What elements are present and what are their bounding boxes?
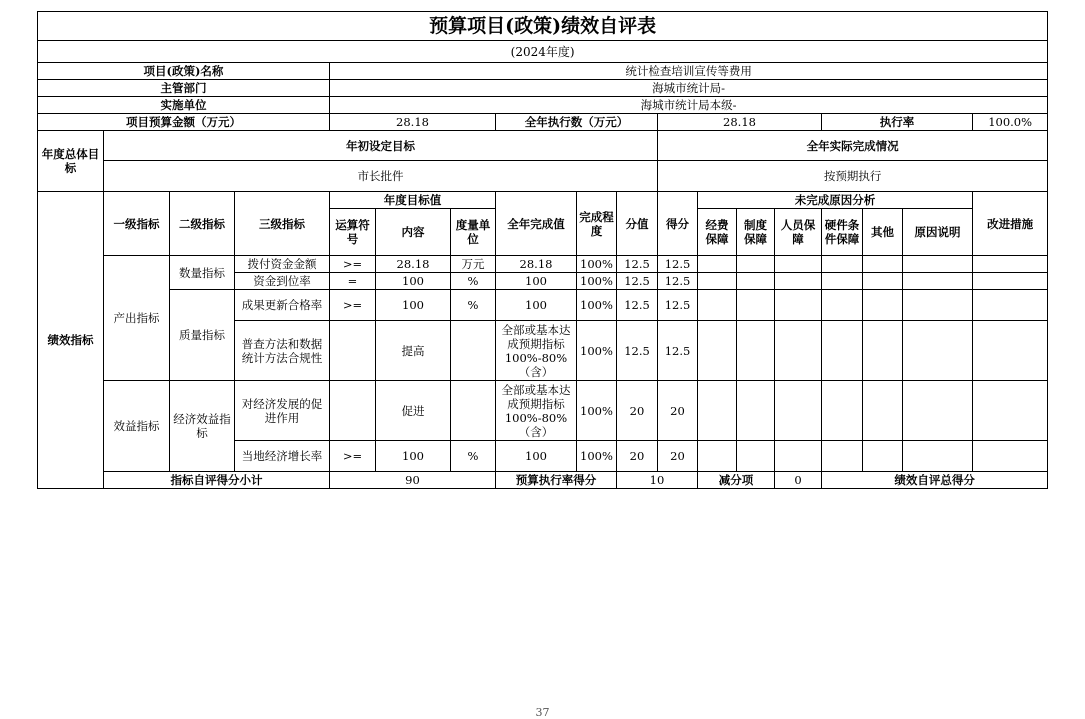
indicator-score: 12.5 (617, 321, 658, 381)
indicator-content: 100 (376, 290, 451, 321)
annual-goal-label: 年度总体目标 (38, 131, 104, 192)
empty-cell (737, 256, 775, 273)
rate-value: 100.0% (973, 114, 1048, 131)
exec-value: 28.18 (658, 114, 822, 131)
indicator-completed: 100 (496, 441, 577, 472)
table-title: 预算项目(政策)绩效自评表 (38, 12, 1048, 41)
subtotal-label: 指标自评得分小计 (104, 472, 330, 489)
deduct-value: 0 (775, 472, 822, 489)
budget-rate-score-label: 预算执行率得分 (496, 472, 617, 489)
empty-cell (775, 290, 822, 321)
rate-label: 执行率 (822, 114, 973, 131)
empty-cell (737, 290, 775, 321)
exec-label: 全年执行数（万元） (496, 114, 658, 131)
group-quantity: 数量指标 (170, 256, 235, 290)
indicator-got: 20 (658, 381, 698, 441)
indicator-content: 100 (376, 441, 451, 472)
empty-cell (903, 290, 973, 321)
empty-cell (973, 290, 1048, 321)
indicator-degree: 100% (577, 441, 617, 472)
indicator-operator: >= (330, 441, 376, 472)
empty-cell (863, 441, 903, 472)
project-name-value: 统计检查培训宣传等费用 (330, 63, 1048, 80)
empty-cell (863, 273, 903, 290)
table-row (38, 290, 1048, 321)
reason-group-header: 未完成原因分析 (698, 192, 973, 209)
reason-funding-header: 经费保障 (698, 209, 737, 256)
empty-cell (903, 441, 973, 472)
plan-goal-header: 年初设定目标 (104, 131, 658, 161)
indicator-content: 提高 (376, 321, 451, 381)
indicator-name: 拨付资金金额 (235, 256, 330, 273)
indicator-completed: 全部或基本达成预期指标100%-80%（含） (496, 321, 577, 381)
operator-header: 运算符号 (330, 209, 376, 256)
group-output: 产出指标 (104, 256, 170, 381)
indicator-degree: 100% (577, 273, 617, 290)
empty-cell (863, 256, 903, 273)
content-header: 内容 (376, 209, 451, 256)
table-row (38, 381, 1048, 441)
indicator-score: 20 (617, 441, 658, 472)
indicator-got: 20 (658, 441, 698, 472)
table-row (38, 256, 1048, 273)
got-header: 得分 (658, 192, 698, 256)
indicator-operator (330, 321, 376, 381)
empty-cell (737, 381, 775, 441)
indicator-degree: 100% (577, 290, 617, 321)
indicator-score: 12.5 (617, 256, 658, 273)
empty-cell (863, 381, 903, 441)
indicator-content: 28.18 (376, 256, 451, 273)
indicator-degree: 100% (577, 381, 617, 441)
deduct-label: 减分项 (698, 472, 775, 489)
indicator-name: 对经济发展的促进作用 (235, 381, 330, 441)
empty-cell (775, 441, 822, 472)
actual-goal-header: 全年实际完成情况 (658, 131, 1048, 161)
indicator-got: 12.5 (658, 321, 698, 381)
empty-cell (698, 381, 737, 441)
group-benefit: 效益指标 (104, 381, 170, 472)
indicator-completed: 全部或基本达成预期指标100%-80%（含） (496, 381, 577, 441)
budget-value: 28.18 (330, 114, 496, 131)
indicator-name: 普查方法和数据统计方法合规性 (235, 321, 330, 381)
indicator-content: 促进 (376, 381, 451, 441)
subtotal-value: 90 (330, 472, 496, 489)
indicator-content: 100 (376, 273, 451, 290)
indicator-operator (330, 381, 376, 441)
dept-label: 主管部门 (38, 80, 330, 97)
performance-self-evaluation-table (37, 11, 1048, 489)
indicator-operator: = (330, 273, 376, 290)
degree-header: 完成程度 (577, 192, 617, 256)
empty-cell (698, 256, 737, 273)
indicator-unit: 万元 (451, 256, 496, 273)
actual-goal-value: 按预期执行 (658, 161, 1048, 192)
indicator-score: 20 (617, 381, 658, 441)
unit-label: 实施单位 (38, 97, 330, 114)
empty-cell (737, 321, 775, 381)
indicator-name: 当地经济增长率 (235, 441, 330, 472)
empty-cell (973, 321, 1048, 381)
empty-cell (863, 290, 903, 321)
indicator-name: 成果更新合格率 (235, 290, 330, 321)
indicator-unit: % (451, 290, 496, 321)
empty-cell (822, 256, 863, 273)
level3-header: 三级指标 (235, 192, 330, 256)
empty-cell (698, 321, 737, 381)
budget-rate-score-value: 10 (617, 472, 698, 489)
empty-cell (822, 273, 863, 290)
empty-cell (775, 273, 822, 290)
empty-cell (737, 273, 775, 290)
indicator-unit: % (451, 441, 496, 472)
reason-system-header: 制度保障 (737, 209, 775, 256)
indicator-completed: 100 (496, 290, 577, 321)
group-economic: 经济效益指标 (170, 381, 235, 472)
score-header: 分值 (617, 192, 658, 256)
empty-cell (775, 381, 822, 441)
empty-cell (775, 321, 822, 381)
indicator-completed: 100 (496, 273, 577, 290)
indicator-score: 12.5 (617, 290, 658, 321)
indicator-operator: >= (330, 256, 376, 273)
empty-cell (822, 290, 863, 321)
empty-cell (698, 441, 737, 472)
total-score-label: 绩效自评总得分 (822, 472, 1048, 489)
level2-header: 二级指标 (170, 192, 235, 256)
completed-header: 全年完成值 (496, 192, 577, 256)
empty-cell (903, 321, 973, 381)
empty-cell (903, 256, 973, 273)
reason-hardware-header: 硬件条件保障 (822, 209, 863, 256)
level1-header: 一级指标 (104, 192, 170, 256)
empty-cell (775, 256, 822, 273)
perf-indicator-label: 绩效指标 (38, 192, 104, 489)
indicator-unit (451, 381, 496, 441)
empty-cell (973, 441, 1048, 472)
indicator-name: 资金到位率 (235, 273, 330, 290)
indicator-degree: 100% (577, 256, 617, 273)
indicator-unit (451, 321, 496, 381)
empty-cell (822, 441, 863, 472)
reason-other-header: 其他 (863, 209, 903, 256)
improve-header: 改进措施 (973, 192, 1048, 256)
indicator-got: 12.5 (658, 273, 698, 290)
project-name-label: 项目(政策)名称 (38, 63, 330, 80)
empty-cell (973, 381, 1048, 441)
dept-value: 海城市统计局- (330, 80, 1048, 97)
indicator-degree: 100% (577, 321, 617, 381)
empty-cell (822, 321, 863, 381)
empty-cell (863, 321, 903, 381)
empty-cell (698, 273, 737, 290)
empty-cell (973, 256, 1048, 273)
indicator-got: 12.5 (658, 290, 698, 321)
indicator-score: 12.5 (617, 273, 658, 290)
unit-value: 海城市统计局本级- (330, 97, 1048, 114)
table-year: (2024年度) (38, 41, 1048, 63)
indicator-unit: % (451, 273, 496, 290)
indicator-completed: 28.18 (496, 256, 577, 273)
empty-cell (903, 273, 973, 290)
indicator-got: 12.5 (658, 256, 698, 273)
empty-cell (698, 290, 737, 321)
page-number: 37 (535, 706, 550, 719)
reason-explain-header: 原因说明 (903, 209, 973, 256)
empty-cell (737, 441, 775, 472)
empty-cell (903, 381, 973, 441)
indicator-operator: >= (330, 290, 376, 321)
plan-goal-value: 市长批件 (104, 161, 658, 192)
empty-cell (822, 381, 863, 441)
empty-cell (973, 273, 1048, 290)
group-quality: 质量指标 (170, 290, 235, 381)
target-group-header: 年度目标值 (330, 192, 496, 209)
reason-staff-header: 人员保障 (775, 209, 822, 256)
budget-label: 项目预算金额（万元） (38, 114, 330, 131)
unit-header: 度量单位 (451, 209, 496, 256)
